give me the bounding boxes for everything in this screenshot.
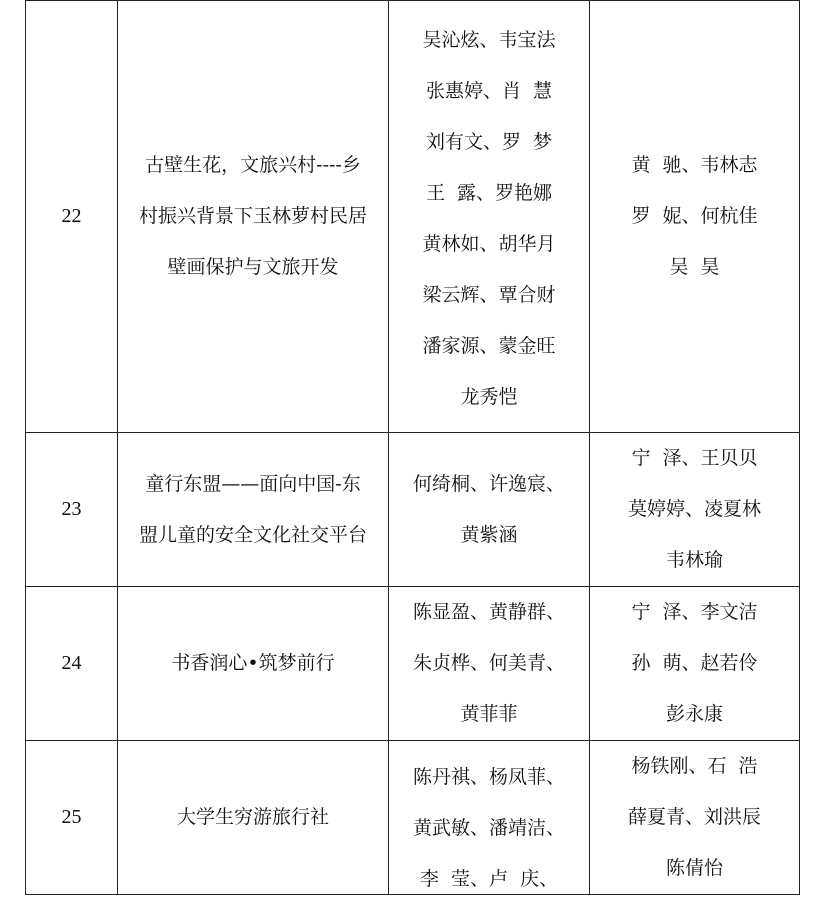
- project-title: [118, 587, 389, 741]
- title-line: 童行东盟——面向中国-东: [145, 472, 361, 495]
- advisor-line: 黄 驰、韦林志: [631, 154, 758, 176]
- member-line: 黄菲菲: [460, 703, 518, 725]
- advisor-line: 宁 泽、王贝贝: [631, 447, 758, 469]
- table-row: [26, 1, 800, 433]
- project-title: [118, 741, 389, 895]
- advisors: [590, 433, 800, 587]
- advisors: [590, 741, 800, 895]
- advisor-line: 杨铁刚、石 浩: [631, 755, 758, 777]
- project-title: [118, 1, 389, 433]
- advisor-line: 孙 萌、赵若伶: [631, 652, 758, 674]
- team-members: [389, 587, 590, 741]
- title-line: 盟儿童的安全文化社交平台: [138, 523, 367, 546]
- member-line: 龙秀恺: [460, 385, 518, 408]
- member-line: 潘家源、蒙金旺: [422, 334, 556, 357]
- advisor-line: 宁 泽、李文洁: [631, 601, 758, 623]
- advisor-line: 薛夏青、刘洪辰: [627, 806, 761, 828]
- team-members: [389, 433, 590, 587]
- member-line: 陈显盈、黄静群、: [412, 601, 565, 623]
- team-members: [389, 1, 590, 433]
- title-line: 村振兴背景下玉林萝村民居: [138, 205, 367, 227]
- advisor-line: 彭永康: [665, 703, 723, 725]
- table-row: [26, 433, 800, 587]
- advisor-line: 陈倩怡: [665, 857, 723, 879]
- member-line: 刘有文、罗 梦: [425, 130, 553, 153]
- title-line: 古壁生花，文旅兴村----乡: [145, 154, 361, 176]
- member-line: 吴沁炫、韦宝法: [422, 28, 556, 51]
- member-line: 黄林如、胡华月: [422, 232, 556, 255]
- advisor-line: 吴 昊: [669, 256, 720, 278]
- title-line: 书香润心•筑梦前行: [171, 652, 335, 674]
- row-number: 24: [26, 587, 118, 741]
- title-line: 大学生穷游旅行社: [176, 806, 329, 828]
- member-line: 朱贞桦、何美青、: [412, 652, 565, 674]
- member-line: 黄紫涵: [460, 523, 518, 546]
- member-line: 黄武敏、潘靖洁、: [412, 817, 565, 839]
- title-line: 壁画保护与文旅开发: [167, 256, 339, 278]
- advisor-line: 罗 妮、何杭佳: [631, 205, 758, 227]
- member-line: 王 露、罗艳娜: [425, 181, 553, 204]
- row-number: 25: [26, 741, 118, 895]
- advisors: [590, 1, 800, 433]
- advisors: [590, 587, 800, 741]
- team-members: [389, 741, 590, 895]
- table-row: [26, 587, 800, 741]
- project-roster-table: [25, 0, 800, 895]
- member-line: 张惠婷、肖 慧: [425, 79, 553, 102]
- advisor-line: 莫婷婷、凌夏林: [627, 498, 761, 520]
- member-line: 李 莹、卢 庆、: [419, 868, 559, 890]
- member-line: 何绮桐、许逸宸、: [412, 472, 565, 495]
- member-line: 陈丹祺、杨凤菲、: [412, 766, 565, 788]
- project-title: [118, 433, 389, 587]
- row-number: 23: [26, 433, 118, 587]
- row-number: 22: [26, 1, 118, 433]
- table-row: [26, 741, 800, 895]
- advisor-line: 韦林瑜: [665, 549, 723, 571]
- member-line: 梁云辉、覃合财: [422, 283, 556, 306]
